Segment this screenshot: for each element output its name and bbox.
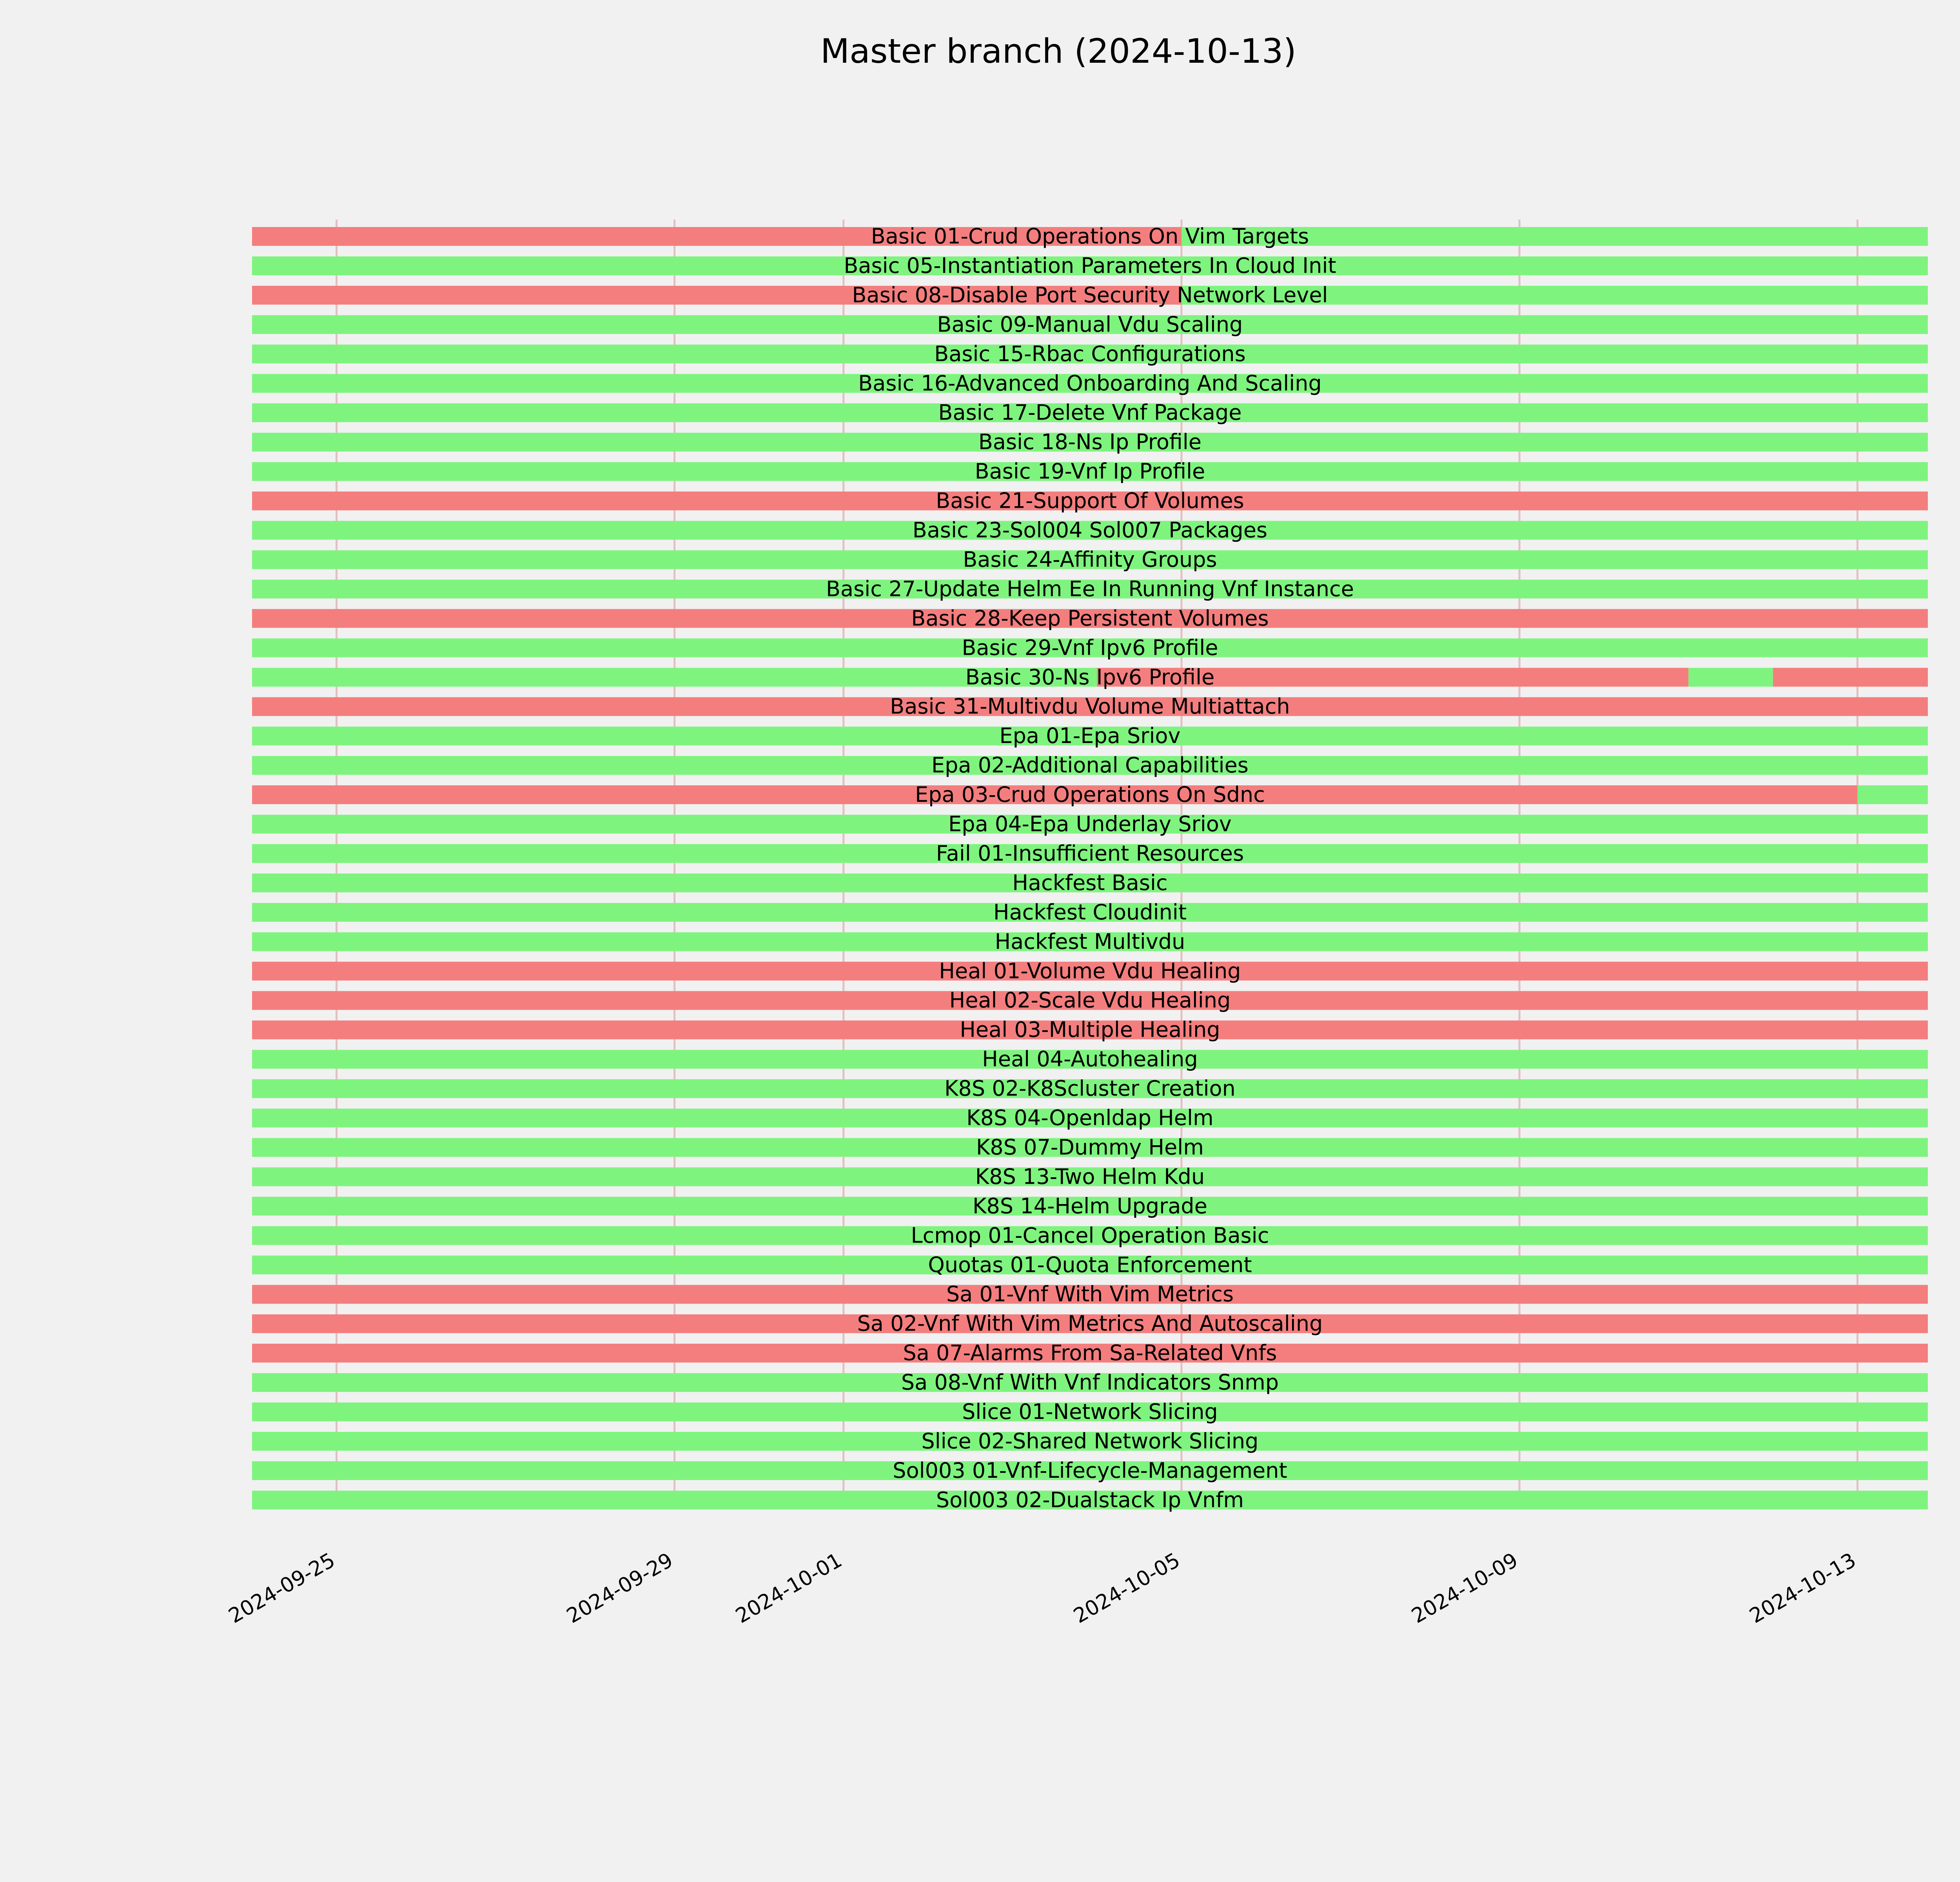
row-label: K8S 13-Two Helm Kdu [975, 1164, 1205, 1189]
x-tick-label: 2024-10-13 [1746, 1548, 1860, 1628]
row-label: Fail 01-Insufficient Resources [936, 841, 1244, 866]
row-label: Hackfest Cloudinit [993, 899, 1187, 925]
x-axis-ticks [225, 1548, 1860, 1628]
row-label: Hackfest Multivdu [995, 929, 1185, 954]
row-label: Basic 29-Vnf Ipv6 Profile [962, 635, 1218, 660]
bar-segment-fail [1773, 668, 1928, 687]
row-label: Slice 02-Shared Network Slicing [921, 1429, 1259, 1453]
bar-segment-pass [1688, 668, 1773, 687]
row-label: Basic 19-Vnf Ip Profile [975, 459, 1205, 484]
x-tick-label: 2024-09-29 [563, 1548, 677, 1628]
row-label: K8S 02-K8Scluster Creation [944, 1076, 1236, 1101]
row-label: Basic 31-Multivdu Volume Multiattach [890, 694, 1290, 719]
row-label: Slice 01-Network Slicing [962, 1399, 1218, 1424]
row-label: Basic 21-Support Of Volumes [936, 488, 1244, 513]
row-label: Basic 17-Delete Vnf Package [938, 400, 1242, 425]
row-label: Heal 01-Volume Vdu Healing [939, 958, 1241, 983]
chart-title: Master branch (2024-10-13) [820, 32, 1297, 71]
row-label: Lcmop 01-Cancel Operation Basic [911, 1223, 1269, 1248]
row-label: Basic 16-Advanced Onboarding And Scaling [858, 371, 1322, 396]
row-label: Sa 08-Vnf With Vnf Indicators Snmp [901, 1370, 1279, 1395]
row-label: Epa 01-Epa Sriov [999, 723, 1181, 748]
row-label: K8S 14-Helm Upgrade [973, 1194, 1207, 1219]
row-label: K8S 04-Openldap Helm [966, 1105, 1214, 1130]
row-label: Basic 24-Affinity Groups [963, 547, 1217, 572]
row-label: Basic 09-Manual Vdu Scaling [937, 312, 1243, 337]
row-label: Epa 04-Epa Underlay Sriov [948, 812, 1232, 836]
bar-segment-pass [1857, 785, 1928, 804]
row-label: Hackfest Basic [1012, 870, 1168, 895]
row-label: Basic 08-Disable Port Security Network Level [852, 282, 1328, 307]
row-label: Basic 05-Instantiation Parameters In Cloud Init [844, 253, 1336, 278]
x-tick-label: 2024-10-05 [1069, 1548, 1184, 1628]
row-label: Basic 23-Sol004 Sol007 Packages [912, 518, 1268, 543]
row-label: Sol003 01-Vnf-Lifecycle-Management [893, 1458, 1287, 1483]
row-label: Sol003 02-Dualstack Ip Vnfm [936, 1487, 1244, 1512]
row-label: Basic 27-Update Helm Ee In Running Vnf Instance [826, 576, 1354, 601]
row-label: Epa 03-Crud Operations On Sdnc [915, 782, 1265, 807]
row-label: Sa 01-Vnf With Vim Metrics [946, 1282, 1234, 1307]
row-label: Epa 02-Additional Capabilities [931, 753, 1249, 778]
row-label: Basic 28-Keep Persistent Volumes [911, 606, 1269, 631]
row-label: Sa 02-Vnf With Vim Metrics And Autoscaling [857, 1311, 1323, 1336]
x-tick-label: 2024-10-09 [1407, 1548, 1522, 1628]
row-label: K8S 07-Dummy Helm [976, 1135, 1204, 1160]
x-tick-label: 2024-10-01 [731, 1548, 846, 1628]
x-tick-label: 2024-09-25 [225, 1548, 339, 1628]
row-label: Heal 02-Scale Vdu Healing [949, 988, 1231, 1013]
row-label: Quotas 01-Quota Enforcement [928, 1252, 1252, 1277]
row-label: Basic 01-Crud Operations On Vim Targets [871, 224, 1309, 249]
row-label: Basic 18-Ns Ip Profile [978, 429, 1202, 454]
row-label: Basic 30-Ns Ipv6 Profile [965, 665, 1215, 690]
row-label: Heal 04-Autohealing [982, 1046, 1198, 1072]
row-label: Sa 07-Alarms From Sa-Related Vnfs [903, 1341, 1277, 1366]
row-label: Heal 03-Multiple Healing [960, 1017, 1220, 1042]
row-label: Basic 15-Rbac Configurations [934, 341, 1246, 366]
